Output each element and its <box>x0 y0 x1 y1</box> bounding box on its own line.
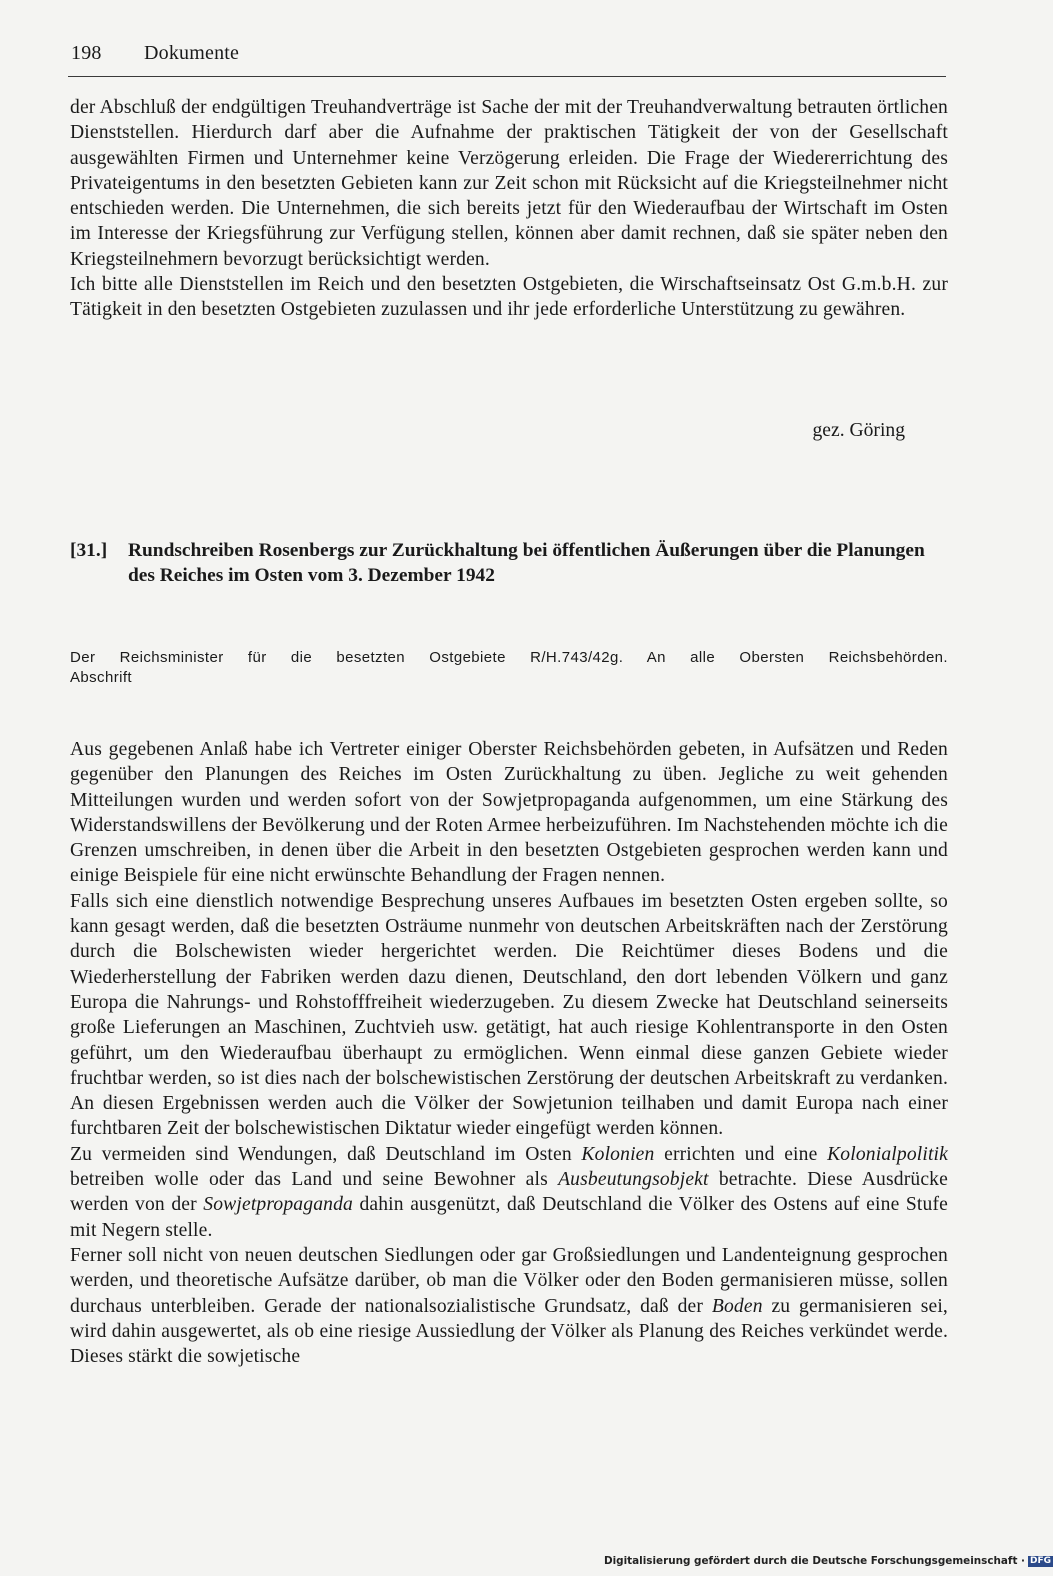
emphasis: Kolonialpolitik <box>827 1143 948 1165</box>
page-number: 198 <box>71 42 102 64</box>
paragraph: Zu vermeiden sind Wendungen, daß Deutschland im Osten Kolonien errichten und eine Kolonialpolitik betreiben wolle oder das Land und seine Bewohner als Ausbeutungsobjekt betrachte. Diese Ausdrücke werden von der Sowjetpropaganda dahin ausgenützt, daß Deutschland die Völker des Ostens auf eine Stufe mit Negern stelle. <box>70 1143 948 1241</box>
paragraph: der Abschluß der endgültigen Treuhandverträge ist Sache der mit der Treuhandverwaltung betrauten örtlichen Dienststellen. Hierdurch darf aber die Aufnahme der praktischen Tätigkeit der von der Gesellschaft ausgewählten Firmen und Unternehmer keine Verzögerung erleiden. Die Frage der Wiedererrichtung des Privateigentums in den besetzten Gebieten kann zur Zeit schon mit Rücksicht auf die Kriegsteilnehmer nicht entschieden werden. Die Unternehmen, die sich bereits jetzt für den Wiederaufbau der Wirtschaft im Osten im Interesse der Kriegsführung zur Verfügung stellen, können aber damit rechnen, daß sie später neben den Kriegsteilnehmern bevorzugt berücksichtigt werden. <box>70 97 948 270</box>
page-header <box>68 42 946 77</box>
emphasis: Sowjetpropaganda <box>203 1194 353 1216</box>
document-number: [31.] <box>70 540 108 561</box>
emphasis: Boden <box>711 1295 763 1317</box>
document-title: Rundschreiben Rosenbergs zur Zurückhaltung bei öffentlichen Äußerungen über die Planungen des Reiches im Osten vom 3. Dezember 1942 <box>128 540 925 586</box>
paragraph: Ferner soll nicht von neuen deutschen Siedlungen oder gar Großsiedlungen und Landenteignung gesprochen werden, und theoretische Aufsätze darüber, ob man die Völker oder den Boden germanisieren müsse, sollen durchaus unterbleiben. Gerade der nationalsozialistische Grundsatz, daß der Boden zu germanisieren sei, wird dahin ausgewertet, als ob eine riesige Aussiedlung der Völker als Planung des Reiches verkündet werde. Dieses stärkt die sowjetische <box>70 1244 948 1368</box>
running-title: Dokumente <box>144 42 240 64</box>
paragraph: Ich bitte alle Dienststellen im Reich und den besetzten Ostgebieten, die Wirschaftseinsatz Ost G.m.b.H. zur Tätigkeit in den besetzten Ostgebieten zuzulassen und ihr jede erforderliche Unterstützung zu gewähren. <box>70 274 948 321</box>
emphasis: Kolonien <box>581 1143 655 1165</box>
meta-line: Abschrift <box>70 669 132 686</box>
document-meta <box>70 648 948 688</box>
document-heading <box>70 538 948 588</box>
paragraph: Aus gegebenen Anlaß habe ich Vertreter einiger Oberster Reichsbehörden gebeten, in Aufsätzen und Reden gegenüber den Planungen des Reiches im Osten Zurückhaltung zu üben. Jegliche zu weit gehenden Mitteilungen wurden und werden sofort von der Sowjetpropaganda aufgenommen, um eine Stärkung des Widerstandswillens der Bevölkerung und der Roten Armee herbeizuführen. Im Nachstehenden möchte ich die Grenzen umschreiben, in denen über die Arbeit in den besetzten Ostgebieten gesprochen werden kann und einige Beispiele für eine nicht erwünschte Behandlung der Fragen nennen. <box>70 739 948 887</box>
document-body <box>70 737 948 1369</box>
digitization-credit <box>604 1555 1053 1567</box>
paragraph: Falls sich eine dienstlich notwendige Besprechung unseres Aufbaues im besetzten Osten ergeben sollte, so kann gesagt werden, daß die besetzten Osträume nunmehr von deutschen Arbeitskräften nach der Zerstörung durch die Bolschewisten wieder hergerichtet werden. Die Reichtümer dieses Bodens und die Wiederherstellung der Fabriken werden dazu dienen, Deutschland, den dort lebenden Völkern und ganz Europa die Nahrungs- und Rohstofffreiheit wiederzugeben. Zu diesem Zwecke hat Deutschland seinerseits große Lieferungen an Maschinen, Zuchtvieh usw. getätigt, hat auch riesige Kohlentransporte in den Osten geführt, um den Wiederaufbau überhaupt zu ermöglichen. Wenn einmal diese ganzen Gebiete wieder fruchtbar werden, so ist dies nach der bolschewistischen Zerstörung der deutschen Arbeitskraft zu verdanken. An diesen Ergebnissen werden auch die Völker der Sowjetunion teilhaben und damit Europa nach einer furchtbaren Zeit der bolschewistischen Diktatur wieder eingefügt werden können. <box>70 890 948 1140</box>
dfg-logo: DFG <box>1029 1555 1051 1566</box>
meta-line: Der Reichsminister für die besetzten Ostgebiete R/H.743/42g. An alle Obersten Reichsbehörden. <box>70 649 948 666</box>
credit-text: Digitalisierung gefördert durch die Deutsche Forschungsgemeinschaft · <box>604 1555 1025 1567</box>
section1-text <box>70 95 948 323</box>
emphasis: Ausbeutungsobjekt <box>558 1169 709 1191</box>
signature: gez. Göring <box>812 420 905 441</box>
